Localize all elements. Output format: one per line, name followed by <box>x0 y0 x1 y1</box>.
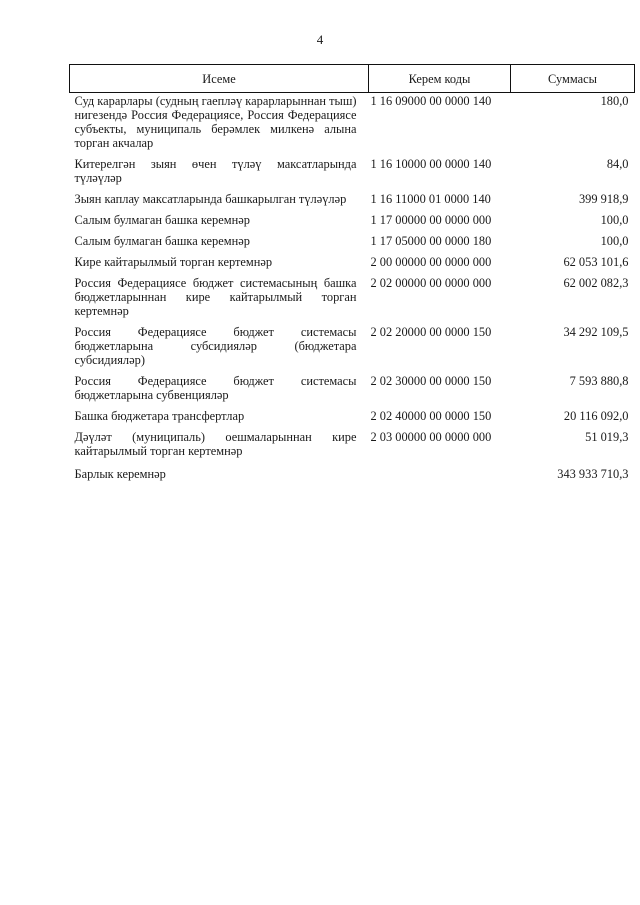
total-sum: 343 933 710,3 <box>557 467 629 481</box>
row-name: Зыян каплау максатларында башкарылган түләүләр <box>74 192 347 206</box>
row-name: Салым булмаган башка керемнәр <box>74 213 250 227</box>
table-row <box>70 254 635 275</box>
row-name: Россия Федерациясе бюджет системасының башка бюджетларыннан кире кайтарылмый торган кертемнәр <box>74 276 357 318</box>
row-sum: 7 593 880,8 <box>569 374 629 388</box>
row-sum: 399 918,9 <box>578 192 629 206</box>
row-code: 1 16 09000 00 0000 140 <box>370 94 492 108</box>
row-name: Суд карарлары (судның гаепләү карарларыннан тыш) нигезендә Россия Федерациясе, Россия Федерациясе субъекты, муниципаль берәмлек милкенә алына торган акчалар <box>74 94 357 150</box>
table-row <box>70 408 635 429</box>
table-header-row <box>70 65 635 93</box>
total-row <box>70 464 635 481</box>
row-code: 2 02 40000 00 0000 150 <box>370 409 492 423</box>
row-code: 1 17 05000 00 0000 180 <box>370 234 492 248</box>
row-name: Дәүләт (муниципаль) оешмаларыннан кире кайтарылмый торган кертемнәр <box>74 430 357 458</box>
row-sum: 100,0 <box>600 234 629 248</box>
row-code: 2 00 00000 00 0000 000 <box>370 255 492 269</box>
table-row <box>70 324 635 373</box>
total-code <box>369 464 511 481</box>
row-code: 2 03 00000 00 0000 000 <box>370 430 492 444</box>
header-sum: Суммасы <box>511 65 635 93</box>
row-code: 2 02 00000 00 0000 000 <box>370 276 492 290</box>
row-code: 1 16 11000 01 0000 140 <box>370 192 491 206</box>
row-code: 1 17 00000 00 0000 000 <box>370 213 492 227</box>
row-sum: 34 292 109,5 <box>563 325 629 339</box>
row-name: Башка бюджетара трансфертлар <box>74 409 245 423</box>
table-row <box>70 191 635 212</box>
row-code: 2 02 30000 00 0000 150 <box>370 374 492 388</box>
row-sum: 62 002 082,3 <box>563 276 629 290</box>
table-row <box>70 156 635 191</box>
row-name: Россия Федерациясе бюджет системасы бюджетларына субсидияләр (бюджетара субсидияләр) <box>74 325 357 367</box>
row-sum: 100,0 <box>600 213 629 227</box>
row-sum: 180,0 <box>600 94 629 108</box>
table-row <box>70 275 635 324</box>
row-name: Кире кайтарылмый торган кертемнәр <box>74 255 273 269</box>
table-row <box>70 429 635 464</box>
row-name: Россия Федерациясе бюджет системасы бюджетларына субвенцияләр <box>74 374 357 402</box>
page-number: 4 <box>316 32 324 47</box>
row-name: Салым булмаган башка керемнәр <box>74 234 250 248</box>
header-code: Керем коды <box>369 65 511 93</box>
table-row <box>70 233 635 254</box>
table-row <box>70 93 635 157</box>
row-code: 1 16 10000 00 0000 140 <box>370 157 492 171</box>
table-row <box>70 373 635 408</box>
row-code: 2 02 20000 00 0000 150 <box>370 325 492 339</box>
row-sum: 51 019,3 <box>585 430 629 444</box>
row-name: Китерелгән зыян өчен түләү максатларында түләүләр <box>74 157 357 185</box>
total-name: Барлык керемнәр <box>74 467 166 481</box>
header-name: Исеме <box>70 65 369 93</box>
row-sum: 62 053 101,6 <box>563 255 629 269</box>
row-sum: 84,0 <box>606 157 629 171</box>
table-row <box>70 212 635 233</box>
row-sum: 20 116 092,0 <box>563 409 629 423</box>
revenue-table <box>69 64 635 481</box>
